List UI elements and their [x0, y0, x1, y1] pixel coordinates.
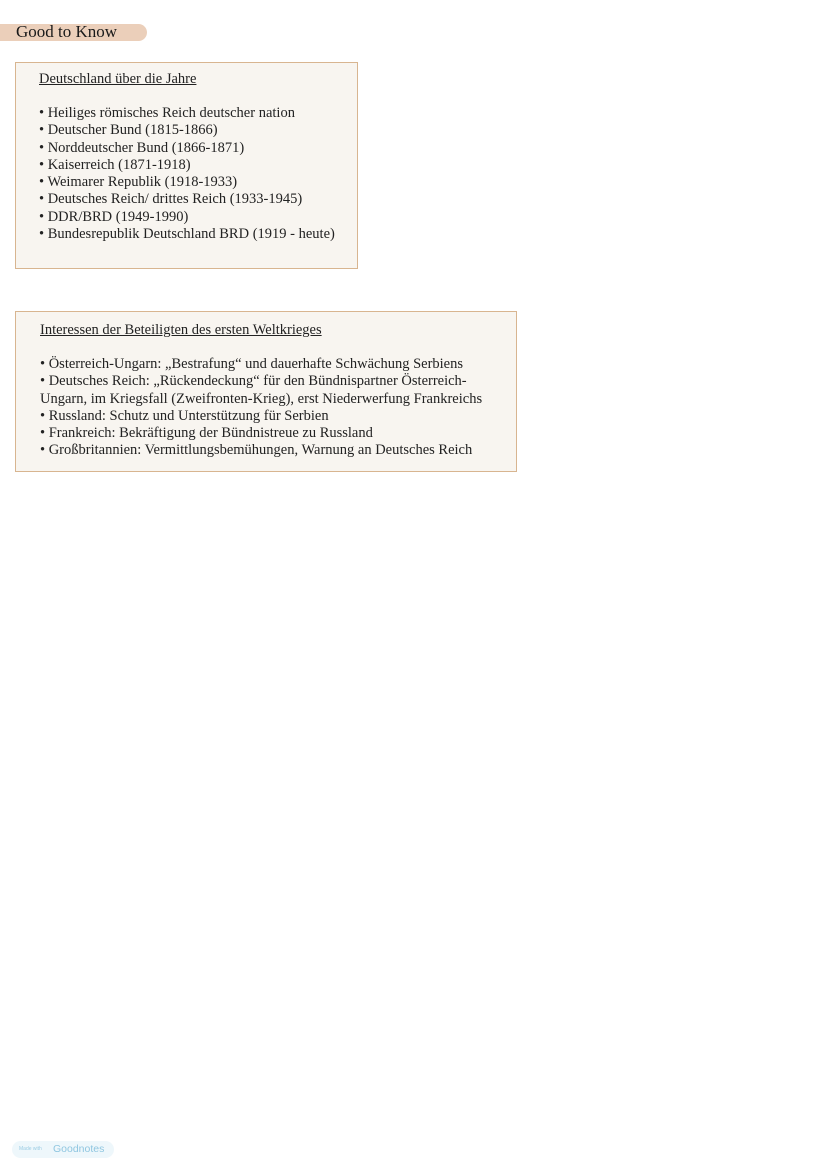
list-item: • Heiliges römisches Reich deutscher nation [39, 105, 295, 121]
section-heading [0, 24, 147, 41]
watermark-small: Made with [19, 1146, 42, 1152]
box-title: Deutschland über die Jahre [39, 71, 197, 87]
list-item: • Österreich-Ungarn: „Bestrafung“ und dauerhafte Schwächung Serbiens [40, 356, 464, 372]
goodnotes-watermark [12, 1141, 114, 1158]
list-item: • Bundesrepublik Deutschland BRD (1919 - heute) [39, 226, 335, 243]
list-item: • Norddeutscher Bund (1866-1871) [39, 139, 245, 156]
watermark-brand: Goodnotes [53, 1143, 105, 1155]
info-box-germany [15, 62, 358, 269]
list-item: • DDR/BRD (1949-1990) [39, 208, 189, 225]
list-item: • Weimarer Republik (1918-1933) [39, 174, 238, 191]
list-item: • Deutscher Bund (1815-1866) [39, 122, 218, 139]
section-heading-text: Good to Know [16, 22, 118, 41]
list-item: • Deutsches Reich/ drittes Reich (1933-1945) [39, 191, 303, 208]
list-item: • Deutsches Reich: „Rückendeckung“ für den Bündnispartner Österreich-Ungarn, im Kriegsfall (Zweifronten-Krieg), erst Niederwerfung Frankreichs [40, 373, 483, 407]
list [39, 105, 337, 243]
box-title: Interessen der Beteiligten des ersten Weltkrieges [40, 322, 322, 338]
list-item: • Russland: Schutz und Unterstützung für Serbien [40, 407, 329, 424]
info-box-ww1 [15, 311, 517, 472]
list-item: • Frankreich: Bekräftigung der Bündnistreue zu Russland [40, 425, 373, 442]
list-item: • Großbritannien: Vermittlungsbemühungen, Warnung an Deutsches Reich [40, 442, 473, 459]
list [40, 356, 508, 460]
list-item: • Kaiserreich (1871-1918) [39, 156, 191, 173]
